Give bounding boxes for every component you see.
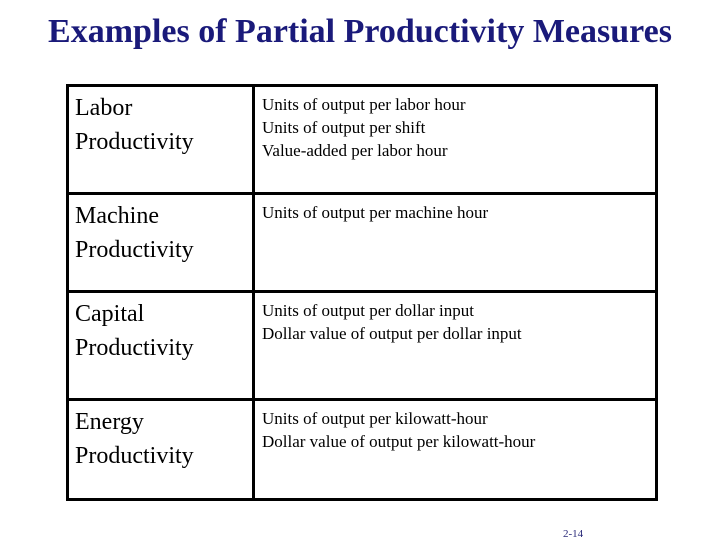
category-cell-capital [68, 292, 254, 400]
measures-cell-capital [254, 292, 657, 400]
category-label-line: Productivity [75, 335, 194, 361]
table-row-machine [68, 194, 657, 292]
category-cell-machine [68, 194, 254, 292]
measure-item: Dollar value of output per kilowatt-hour [262, 432, 536, 451]
measure-item: Units of output per machine hour [262, 203, 489, 222]
category-label-line: Productivity [75, 129, 194, 155]
category-label-line: Machine [75, 203, 159, 229]
table-row-energy [68, 400, 657, 500]
measure-item: Units of output per labor hour [262, 95, 466, 114]
measure-item: Units of output per dollar input [262, 301, 475, 320]
measures-cell-machine [254, 194, 657, 292]
category-label-line: Productivity [75, 237, 194, 263]
table-row-labor [68, 86, 657, 194]
category-cell-labor [68, 86, 254, 194]
category-label-line: Energy [75, 409, 144, 435]
table-row-capital [68, 292, 657, 400]
category-label-line: Productivity [75, 443, 194, 469]
category-label-line: Labor [75, 95, 133, 121]
measure-item: Dollar value of output per dollar input [262, 324, 522, 343]
slide-title: Examples of Partial Productivity Measures [48, 13, 672, 50]
category-label-line: Capital [75, 301, 145, 327]
measures-cell-energy [254, 400, 657, 500]
category-cell-energy [68, 400, 254, 500]
measure-item: Units of output per shift [262, 118, 426, 137]
measure-item: Units of output per kilowatt-hour [262, 409, 488, 428]
measures-cell-labor [254, 86, 657, 194]
slide-number: 2-14 [563, 528, 584, 540]
productivity-measures-table [66, 84, 658, 501]
measure-item: Value-added per labor hour [262, 141, 448, 160]
